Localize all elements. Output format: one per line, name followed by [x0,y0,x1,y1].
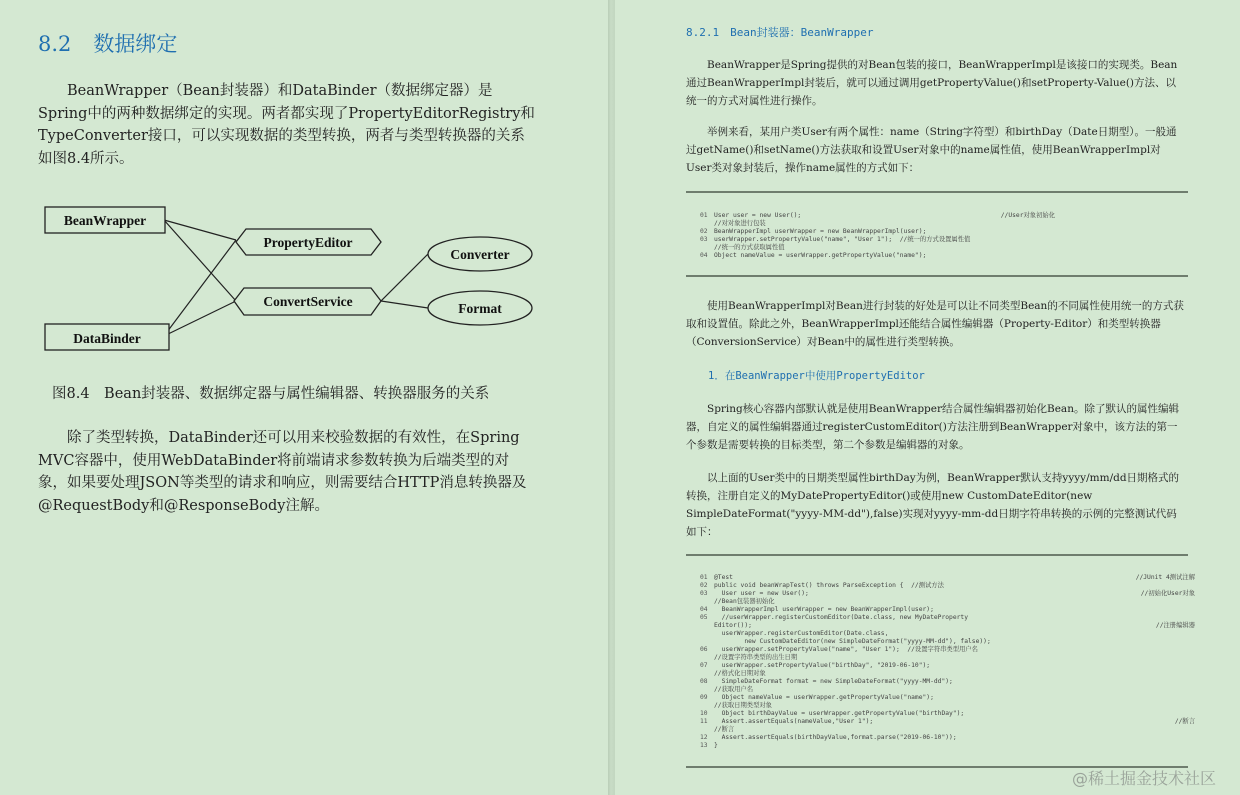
code-line-text: //Bean包装器初始化 [714,598,775,605]
line-cs-conv [381,254,428,301]
code-line [700,734,1195,742]
code-line [700,630,1195,638]
section-title [38,28,177,58]
databinder-paragraph: 除了类型转换，DataBinder还可以用来校验数据的有效性，在Spring MVC容器中，使用WebDataBinder将前端请求参数转换为后端类型的对象，如果要处理JSON等类型的请求和响应，则需要结合HTTP消息转换器及@RequestBody和@ResponseBody注解。 [38,430,527,514]
relationship-diagram [38,198,558,358]
code-line-number: 01 [700,212,708,219]
label-format: Format [458,301,502,316]
code-line [700,228,1195,236]
code-line-text: Object birthDayValue = userWrapper.getPropertyValue("birthDay"); [714,710,965,717]
code-line [700,670,1195,678]
code-line [700,710,1195,718]
code-line-number: 08 [700,678,708,685]
code-line [700,220,1195,228]
section-title-text: 数据绑定 [93,32,178,56]
code-line-comment: //User对象初始化 [1000,212,1055,219]
line-bw-pe [164,220,236,240]
right-paragraph-4: Spring核心容器内部默认就是使用BeanWrapper结合属性编辑器初始化Bean。除了默认的属性编辑器，自定义的属性编辑器通过registerCustomEditor()方法注册到BeanWrapper对象中，该方法的第一个参数是需要转换的目标类型，第二个参数是编辑器的对象。 [686,403,1179,451]
code-line-text: userWrapper.setPropertyValue("birthDay", "2019-06-10"); [714,662,931,669]
code-line-text: //获取日期类型对象 [714,702,772,709]
code-line-text: //统一的方式获取属性值 [714,244,785,251]
code-line [700,244,1195,252]
code-line-text: userWrapper.registerCustomEditor(Date.class, [714,630,889,637]
code-line-text: //获取用户名 [714,686,754,693]
code-line-number: 02 [700,228,708,235]
code-line-text: Object nameValue = userWrapper.getPropertyValue("name"); [714,252,927,259]
label-converter: Converter [450,247,510,262]
code-line-comment: //断言 [1174,718,1195,725]
code-line-number: 07 [700,662,708,669]
code-line [700,686,1195,694]
right-paragraph-2: 举例来看，某用户类User有两个属性：name（String字符型）和birthDay（Date日期型）。一般通过getName()和setName()方法获取和设置User对象中的name属性值，使用BeanWrapperImpl对User类对象封装后，操作name属性的方式如下： [686,126,1177,174]
code-line [700,614,1195,622]
code-line-number: 10 [700,710,708,717]
code-line-comment: //注册编辑器 [1155,622,1195,629]
label-convertservice: ConvertService [263,294,353,309]
code-line-text: new CustomDateEditor(new SimpleDateFormat("yyyy-MM-dd"), false)); [714,638,991,645]
heading-use-propertyeditor: 1．在BeanWrapper中使用PropertyEditor [708,370,925,382]
code-line-text: User user = new User(); [714,590,809,597]
code-line-number: 03 [700,590,708,597]
code-line [700,662,1195,670]
code-line [700,678,1195,686]
code-line-text: @Test [714,574,733,581]
code-line-text: Object nameValue = userWrapper.getPropertyValue("name"); [714,694,934,701]
code-rule-top-1 [686,191,1188,193]
code-line [700,694,1195,702]
code-line-comment: //初始化User对象 [1140,590,1195,597]
code-line [700,582,1195,590]
code-line-text: //对对象进行包装 [714,220,766,227]
code-line-number: 01 [700,574,708,581]
code-line-number: 05 [700,614,708,621]
code-line-text: //格式化日期对象 [714,670,766,677]
code-line [700,606,1195,614]
code-block-1 [700,212,1195,260]
code-line-number: 03 [700,236,708,243]
code-line [700,638,1195,646]
code-line [700,590,1195,598]
intro-paragraph: BeanWrapper（Bean封装器）和DataBinder（数据绑定器）是Spring中的两种数据绑定的实现。两者都实现了PropertyEditorRegistry和TypeConverter接口，可以实现数据的类型转换，两者与类型转换器的关系如图8.4所示。 [38,83,535,167]
subsection-title: 8.2.1 Bean封装器：BeanWrapper [686,26,874,39]
code-block-2 [700,574,1195,750]
code-line [700,702,1195,710]
right-paragraph-1: BeanWrapper是Spring提供的对Bean包装的接口，BeanWrapperImpl是该接口的实现类。Bean通过BeanWrapperImpl封装后，就可以通过调用getPropertyValue()和setProperty-Value()方法、以统一的方式对属性进行操作。 [686,59,1178,107]
code-line-number: 04 [700,252,708,259]
code-line-text: Editor()); [714,622,752,629]
code-line-text: public void beanWrapTest() throws ParseException { //测试方法 [714,582,944,589]
line-db-cs [164,301,236,336]
code-line-number: 04 [700,606,708,613]
code-line-text: } [714,742,718,749]
code-line [700,622,1195,630]
code-rule-top-2 [686,554,1188,556]
code-line-text: SimpleDateFormat format = new SimpleDateFormat("yyyy-MM-dd"); [714,678,953,685]
code-line-text: Assert.assertEquals(birthDayValue,format.parse("2019-06-10")); [714,734,957,741]
figure-caption: 图8.4 Bean封装器、数据绑定器与属性编辑器、转换器服务的关系 [52,386,490,402]
code-line-number: 09 [700,694,708,701]
code-line-text: BeanWrapperImpl userWrapper = new BeanWrapperImpl(user); [714,228,927,235]
section-number: 8.2 [38,32,72,56]
code-line [700,726,1195,734]
code-line-text: userWrapper.setPropertyValue("name", "User 1"); //统一的方式设置属性值 [714,236,971,243]
code-line-text: //设置字符串类型的出生日期 [714,654,798,661]
code-line-text: userWrapper.setPropertyValue("name", "User 1"); //设置字符串类型用户名 [714,646,978,653]
code-rule-bottom-1 [686,275,1188,277]
code-line-text: //断言 [714,726,735,733]
code-line-comment: //JUnit 4测试注解 [1135,574,1195,581]
code-line [700,252,1195,260]
right-paragraph-5: 以上面的User类中的日期类型属性birthDay为例，BeanWrapper默认支持yyyy/mm/dd日期格式的转换，注册自定义的MyDatePropertyEditor()或使用new CustomDateEditor(new SimpleDateFormat("yyyy-MM-dd"),false)实现对yyyy-mm-dd日期字符串转换的示例的完整测试代码如下： [686,472,1180,538]
code-line [700,654,1195,662]
code-line-text: //userWrapper.registerCustomEditor(Date.class, new MyDateProperty [714,614,969,621]
code-line [700,598,1195,606]
watermark: @稀土掘金技术社区 [1072,769,1217,788]
code-line [700,742,1195,750]
line-cs-fmt [381,301,428,308]
code-line-number: 02 [700,582,708,589]
code-line-text: User user = new User(); [714,212,802,219]
right-paragraph-3: 使用BeanWrapperImpl对Bean进行封装的好处是可以让不同类型Bean的不同属性使用统一的方式获取和设置值。除此之外，BeanWrapperImpl还能结合属性编辑器（Property-Editor）和类型转换器（ConversionService）对Bean中的属性进行类型转换。 [686,300,1184,348]
code-line-number: 06 [700,646,708,653]
code-line [700,718,1195,726]
code-line [700,236,1195,244]
label-propertyeditor: PropertyEditor [263,235,353,250]
code-line-number: 13 [700,742,708,749]
code-line-text: BeanWrapperImpl userWrapper = new BeanWrapperImpl(user); [714,606,934,613]
label-beanwrapper: BeanWrapper [63,213,147,228]
code-line-number: 12 [700,734,708,741]
code-line-number: 11 [700,718,708,725]
code-line [700,646,1195,654]
code-line [700,574,1195,582]
book-spine [608,0,615,795]
code-line [700,212,1195,220]
label-databinder: DataBinder [73,331,141,346]
code-line-text: Assert.assertEquals(nameValue,"User 1"); [714,718,874,725]
